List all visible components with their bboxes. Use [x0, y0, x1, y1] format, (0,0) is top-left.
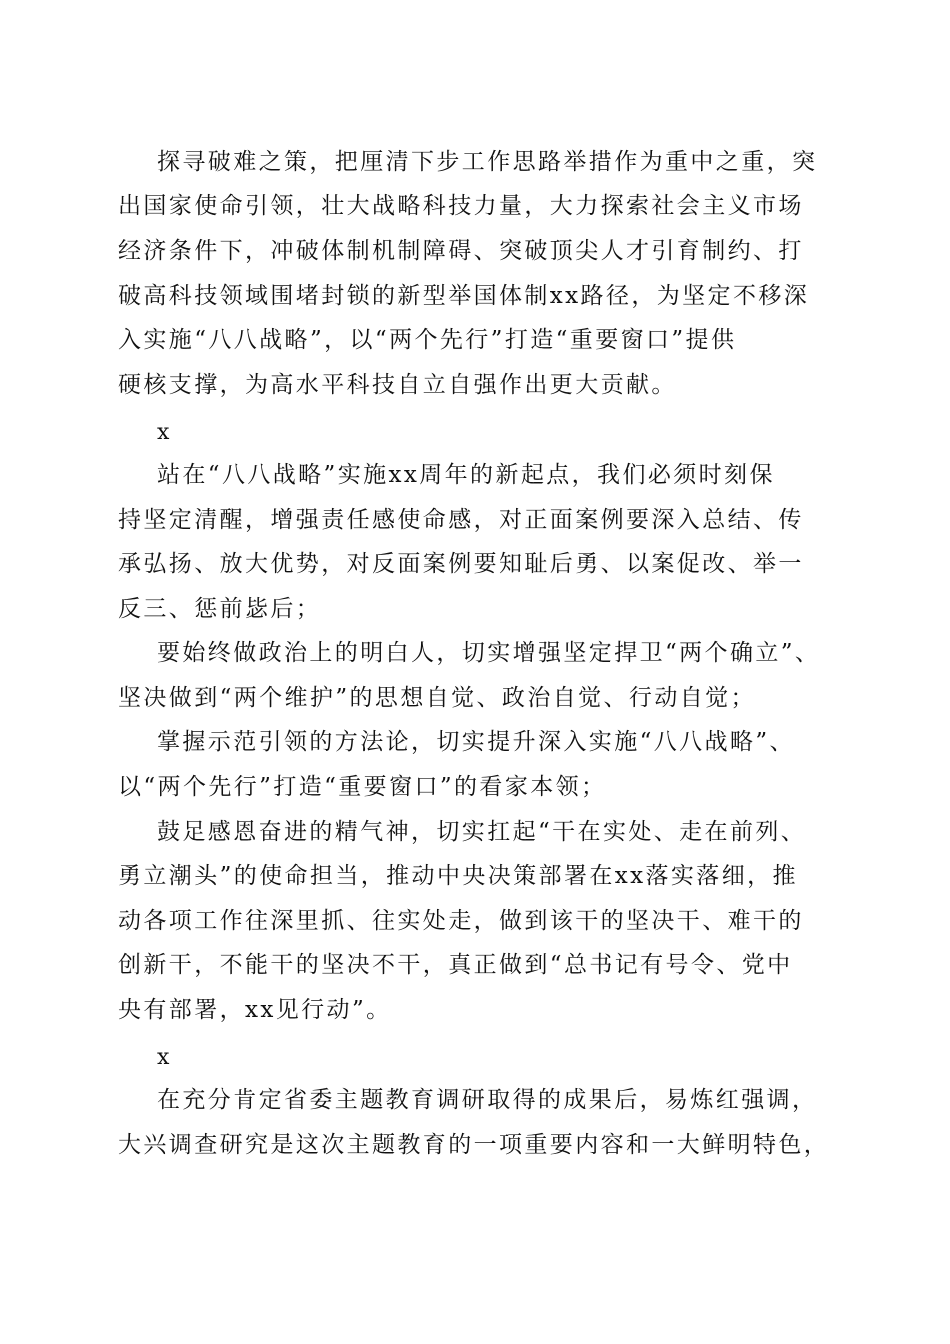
- paragraph-3-line-2: 坚决做到“两个维护”的思想自觉、政治自觉、行动自觉；: [118, 685, 756, 711]
- paragraph-1-line-5: 入实施“八八战略”，以“两个先行”打造“重要窗口”提供: [118, 327, 737, 353]
- paragraph-1-line-3: 经济条件下，冲破体制机制障碍、突破顶尖人才引育制约、打: [118, 238, 804, 264]
- paragraph-5-line-4: 创新干，不能干的坚决不干，真正做到“总书记有号令、党中: [118, 952, 793, 978]
- paragraph-4-line-2: 以“两个先行”打造“重要窗口”的看家本领；: [118, 774, 607, 800]
- paragraph-2-line-4: 反三、惩前毖后；: [118, 596, 322, 622]
- paragraph-1-line-6: 硬核支撑，为高水平科技自立自强作出更大贡献。: [118, 372, 677, 398]
- paragraph-6-line-2: 大兴调查研究是这次主题教育的一项重要内容和一大鲜明特色，: [118, 1132, 830, 1158]
- paragraph-4-line-1: 掌握示范引领的方法论，切实提升深入实施“八八战略”、: [157, 729, 795, 755]
- paragraph-2-line-2: 持坚定清醒，增强责任感使命感，对正面案例要深入总结、传: [118, 507, 804, 533]
- paragraph-5-line-1: 鼓足感恩奋进的精气神，切实扛起“干在实处、走在前列、: [157, 819, 807, 845]
- paragraph-1-line-4: 破高科技领域围堵封锁的新型举国体制xx路径，为坚定不移深: [118, 283, 810, 309]
- paragraph-2-line-1: 站在“八八战略”实施xx周年的新起点，我们必须时刻保: [157, 462, 775, 488]
- paragraph-1-line-1: 探寻破难之策，把厘清下步工作思路举措作为重中之重，突: [157, 149, 818, 175]
- paragraph-6-line-1: 在充分肯定省委主题教育调研取得的成果后，易炼红强调，: [157, 1087, 818, 1113]
- paragraph-2-line-3: 承弘扬、放大优势，对反面案例要知耻后勇、以案促改、举一: [118, 551, 804, 577]
- section-separator: x: [157, 1045, 170, 1070]
- paragraph-5-line-5: 央有部署，xx见行动”。: [118, 997, 392, 1023]
- paragraph-1-line-2: 出国家使命引领，壮大战略科技力量，大力探索社会主义市场: [118, 193, 804, 219]
- section-separator: x: [157, 420, 170, 445]
- paragraph-5-line-2: 勇立潮头”的使命担当，推动中央决策部署在xx落实落细，推: [118, 863, 798, 889]
- paragraph-3-line-1: 要始终做政治上的明白人，切实增强坚定捍卫“两个确立”、: [157, 640, 821, 666]
- paragraph-5-line-3: 动各项工作往深里抓、往实处走，做到该干的坚决干、难干的: [118, 908, 804, 934]
